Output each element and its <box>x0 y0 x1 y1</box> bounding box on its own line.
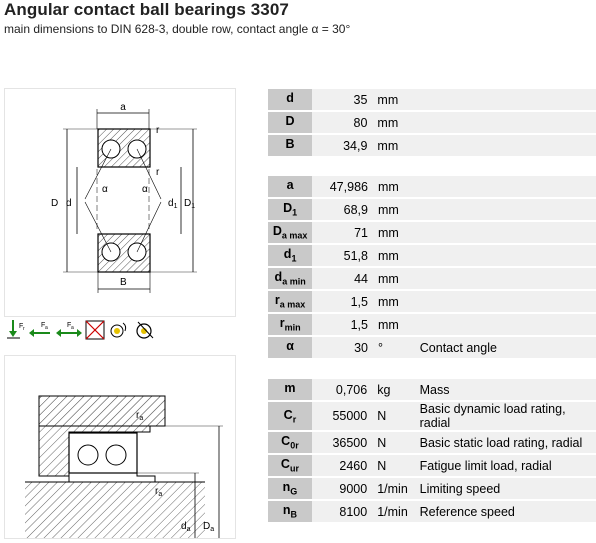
table-row <box>268 455 596 476</box>
table-row <box>268 245 596 266</box>
param-description <box>415 268 596 289</box>
table-row <box>268 112 596 133</box>
param-value: 34,9 <box>312 135 372 156</box>
param-unit: 1/min <box>372 501 414 522</box>
param-description <box>415 176 596 197</box>
param-description: Fatigue limit load, radial <box>415 455 596 476</box>
alpha-left-label: α <box>102 184 108 195</box>
param-value: 71 <box>312 222 373 243</box>
param-value: 1,5 <box>312 314 373 335</box>
axial-load-left-icon <box>29 322 50 337</box>
self-aligning-icon <box>137 322 153 338</box>
dim-D1-label: $D_1$ <box>184 198 196 210</box>
param-symbol: $r_{min}$ <box>268 314 312 335</box>
param-unit: 1/min <box>372 478 414 499</box>
dim-B-label: B <box>120 277 127 288</box>
param-unit: mm <box>373 245 415 266</box>
table-row <box>268 291 596 312</box>
param-symbol: d <box>268 89 312 110</box>
main-dimensions-table <box>268 87 596 158</box>
dim-d1-label: $d_1$ <box>168 198 178 210</box>
bearing-section-drawing <box>4 88 236 317</box>
param-description <box>415 222 596 243</box>
param-description: Contact angle <box>415 337 596 358</box>
axial-load-both-icon <box>56 322 82 337</box>
load-ratings-table <box>268 377 596 524</box>
param-symbol: α <box>268 337 312 358</box>
param-description <box>415 291 596 312</box>
param-unit: mm <box>373 291 415 312</box>
param-symbol: $n_B$ <box>268 501 312 522</box>
param-unit: kg <box>372 379 414 400</box>
table-row <box>268 478 596 499</box>
table-row <box>268 176 596 197</box>
param-value: 30 <box>312 337 373 358</box>
param-unit: N <box>372 432 414 453</box>
param-value: 35 <box>312 89 372 110</box>
param-description <box>415 89 596 110</box>
param-unit: N <box>372 402 414 430</box>
param-value: 9000 <box>312 478 372 499</box>
mounting-dimensions-drawing <box>4 355 236 539</box>
not-separable-icon <box>86 321 104 339</box>
param-unit: N <box>372 455 414 476</box>
dim-da-label: $d_a$ <box>181 521 191 533</box>
param-description: Basic dynamic load rating, radial <box>415 402 596 430</box>
param-value: 55000 <box>312 402 372 430</box>
param-description: Reference speed <box>415 501 596 522</box>
table-row <box>268 268 596 289</box>
table-row <box>268 432 596 453</box>
param-symbol: $d_{a min}$ <box>268 268 312 289</box>
param-description: Basic static load rating, radial <box>415 432 596 453</box>
param-value: 51,8 <box>312 245 373 266</box>
param-unit: ° <box>373 337 415 358</box>
param-symbol: $C_r$ <box>268 402 312 430</box>
param-unit: mm <box>373 268 415 289</box>
param-description <box>415 112 596 133</box>
param-unit: mm <box>372 112 414 133</box>
param-value: 47,986 <box>312 176 373 197</box>
param-value: 0,706 <box>312 379 372 400</box>
param-symbol: $D_1$ <box>268 199 312 220</box>
param-symbol: $C_{ur}$ <box>268 455 312 476</box>
alpha-right-label: α <box>142 184 148 195</box>
svg-text:F: F <box>67 322 72 329</box>
ra-top-label: $r_a$ <box>136 410 144 422</box>
param-symbol: m <box>268 379 312 400</box>
table-row <box>268 314 596 335</box>
param-unit: mm <box>373 222 415 243</box>
ra-bottom-label: $r_a$ <box>155 486 163 498</box>
param-unit: mm <box>373 199 415 220</box>
param-description <box>415 314 596 335</box>
page-title: Angular contact ball bearings 3307 <box>4 0 289 19</box>
param-symbol: $d_1$ <box>268 245 312 266</box>
param-description <box>415 199 596 220</box>
param-unit: mm <box>372 89 414 110</box>
param-symbol: D <box>268 112 312 133</box>
param-unit: mm <box>373 176 415 197</box>
param-symbol: a <box>268 176 312 197</box>
svg-text:r: r <box>23 326 25 332</box>
table-row <box>268 135 596 156</box>
param-symbol: B <box>268 135 312 156</box>
param-value: 8100 <box>312 501 372 522</box>
r-top-label: r <box>156 125 160 136</box>
svg-text:a: a <box>45 325 48 331</box>
svg-text:F: F <box>41 322 46 329</box>
dim-a-label: a <box>120 102 126 113</box>
page-subtitle: main dimensions to DIN 628-3, double row, contact angle α = 30° <box>4 22 351 36</box>
table-row <box>268 89 596 110</box>
svg-text:F: F <box>19 323 24 330</box>
table-row <box>268 222 596 243</box>
table-row <box>268 199 596 220</box>
param-value: 36500 <box>312 432 372 453</box>
svg-text:a: a <box>71 325 74 331</box>
r-mid-label: r <box>156 167 160 178</box>
dim-Da-label: $D_a$ <box>203 521 215 533</box>
radial-load-icon <box>7 320 25 338</box>
param-unit: mm <box>373 314 415 335</box>
param-value: 1,5 <box>312 291 373 312</box>
table-row <box>268 402 596 430</box>
lubrication-icon <box>111 323 126 337</box>
dim-d-label: d <box>66 198 72 209</box>
param-symbol: $C_{0r}$ <box>268 432 312 453</box>
param-description: Mass <box>415 379 596 400</box>
table-row <box>268 337 596 358</box>
table-row <box>268 501 596 522</box>
bearing-symbols <box>4 318 174 342</box>
param-value: 80 <box>312 112 372 133</box>
param-symbol: $D_{a max}$ <box>268 222 312 243</box>
param-description <box>415 135 596 156</box>
param-unit: mm <box>372 135 414 156</box>
table-row <box>268 379 596 400</box>
param-value: 2460 <box>312 455 372 476</box>
param-symbol: $r_{a max}$ <box>268 291 312 312</box>
param-value: 68,9 <box>312 199 373 220</box>
param-value: 44 <box>312 268 373 289</box>
param-description <box>415 245 596 266</box>
mounting-dimensions-table <box>268 174 596 360</box>
param-symbol: $n_G$ <box>268 478 312 499</box>
dim-D-label: D <box>51 198 59 209</box>
param-description: Limiting speed <box>415 478 596 499</box>
